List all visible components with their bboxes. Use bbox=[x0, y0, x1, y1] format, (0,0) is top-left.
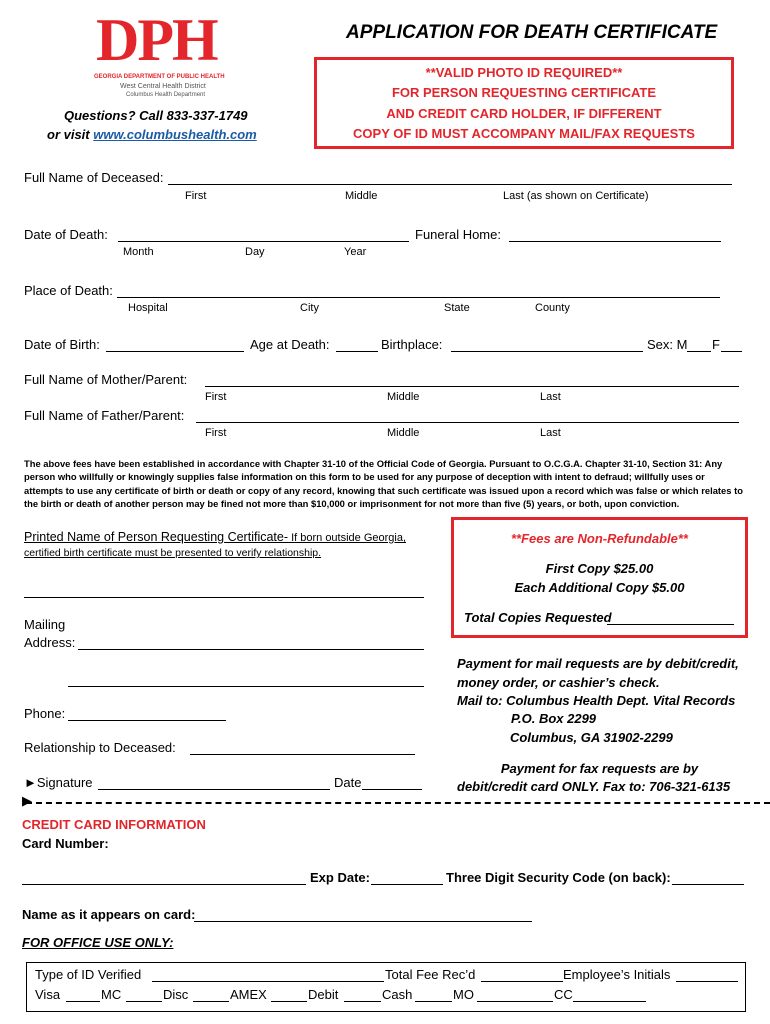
mo-field[interactable] bbox=[477, 1001, 553, 1002]
address-label: Address: bbox=[24, 635, 76, 650]
employee-initials-field[interactable] bbox=[676, 981, 738, 982]
fees-nonrefundable: **Fees are Non-Refundable** bbox=[511, 531, 688, 546]
name-on-card-field[interactable] bbox=[194, 921, 532, 922]
funeral-home-label: Funeral Home: bbox=[415, 227, 501, 242]
birthplace-field[interactable] bbox=[451, 351, 643, 352]
printed-name-label bbox=[24, 530, 406, 544]
sex-m-label: Sex: M bbox=[647, 337, 688, 352]
cut-line-arrow-icon: ▶ bbox=[22, 793, 32, 808]
mc-field[interactable] bbox=[126, 1001, 162, 1002]
id-notice-line2: FOR PERSON REQUESTING CERTIFICATE bbox=[391, 85, 657, 100]
name-on-card-label: Name as it appears on card: bbox=[22, 907, 196, 922]
questions-phone: Questions? Call 833-337-1749 bbox=[64, 108, 248, 123]
date-of-birth-label: Date of Birth: bbox=[24, 337, 100, 352]
sex-f-label: F bbox=[712, 337, 720, 352]
phone-label: Phone: bbox=[24, 706, 66, 721]
dph-logo: DPH bbox=[96, 7, 217, 73]
mother-last-label: Last bbox=[540, 391, 561, 403]
cash-label: Cash bbox=[382, 987, 413, 1002]
type-id-field[interactable] bbox=[152, 981, 384, 982]
date-label: Date bbox=[334, 775, 362, 790]
logo-department-name: GEORGIA DEPARTMENT OF PUBLIC HEALTH bbox=[94, 74, 225, 80]
credit-card-heading: CREDIT CARD INFORMATION bbox=[22, 817, 206, 832]
city-label: City bbox=[300, 302, 319, 314]
sex-f-field[interactable] bbox=[721, 351, 742, 352]
deceased-name-label: Full Name of Deceased: bbox=[24, 170, 164, 185]
date-field[interactable] bbox=[362, 789, 422, 790]
employee-initials-label: Employee’s Initials bbox=[563, 967, 671, 982]
cc-label: CC bbox=[554, 987, 573, 1002]
type-id-label: Type of ID Verified bbox=[35, 967, 142, 982]
first-copy-fee: First Copy $25.00 bbox=[545, 561, 654, 576]
signature-label: ►Signature bbox=[24, 775, 93, 790]
id-notice-line3: AND CREDIT CARD HOLDER, IF DIFFERENT bbox=[386, 106, 662, 121]
month-label: Month bbox=[123, 246, 154, 258]
father-middle-label: Middle bbox=[387, 427, 420, 439]
po-box: P.O. Box 2299 bbox=[511, 711, 597, 726]
id-notice-line1: **VALID PHOTO ID REQUIRED** bbox=[425, 65, 623, 80]
exp-date-field[interactable] bbox=[371, 884, 443, 885]
visa-field[interactable] bbox=[66, 1001, 100, 1002]
father-first-label: First bbox=[205, 427, 227, 439]
deceased-name-field[interactable] bbox=[168, 184, 732, 185]
fax-payment-line2: debit/credit card ONLY. Fax to: 706-321-6135 bbox=[457, 779, 731, 794]
website-link[interactable]: www.columbushealth.com bbox=[93, 127, 257, 142]
address-field-2[interactable] bbox=[68, 686, 424, 687]
mail-to-address: Mail to: Columbus Health Dept. Vital Records bbox=[457, 693, 736, 708]
amex-label: AMEX bbox=[230, 987, 267, 1002]
visa-label: Visa bbox=[35, 987, 61, 1002]
logo-district-name: West Central Health District bbox=[120, 83, 206, 90]
disc-field[interactable] bbox=[193, 1001, 229, 1002]
age-at-death-label: Age at Death: bbox=[250, 337, 330, 352]
first-label: First bbox=[185, 190, 207, 202]
city-zip: Columbus, GA 31902-2299 bbox=[510, 730, 673, 745]
mother-middle-label: Middle bbox=[387, 391, 420, 403]
cash-field[interactable] bbox=[415, 1001, 452, 1002]
cc-field[interactable] bbox=[573, 1001, 646, 1002]
mail-payment-line2: money order, or cashier’s check. bbox=[457, 675, 660, 690]
mother-name-label: Full Name of Mother/Parent: bbox=[24, 372, 188, 387]
last-certificate-label: Last (as shown on Certificate) bbox=[503, 190, 649, 202]
visit-prefix: or visit bbox=[47, 127, 94, 142]
day-label: Day bbox=[245, 246, 265, 258]
funeral-home-field[interactable] bbox=[509, 241, 721, 242]
hospital-label: Hospital bbox=[128, 302, 168, 314]
debit-label: Debit bbox=[308, 987, 339, 1002]
mother-name-field[interactable] bbox=[205, 386, 739, 387]
county-label: County bbox=[535, 302, 570, 314]
exp-date-label: Exp Date: bbox=[310, 870, 370, 885]
card-number-label: Card Number: bbox=[22, 836, 109, 851]
address-field-1[interactable] bbox=[78, 649, 424, 650]
father-name-label: Full Name of Father/Parent: bbox=[24, 408, 185, 423]
relationship-field[interactable] bbox=[190, 754, 415, 755]
birth-certificate-note: certified birth certificate must be presented to verify relationship. bbox=[24, 547, 322, 559]
printed-name-text: Printed Name of Person Requesting Certificate- bbox=[24, 530, 289, 544]
total-copies-field[interactable] bbox=[607, 624, 734, 625]
security-code-label: Three Digit Security Code (on back): bbox=[446, 870, 671, 885]
date-of-death-label: Date of Death: bbox=[24, 227, 108, 242]
father-last-label: Last bbox=[540, 427, 561, 439]
date-of-death-field[interactable] bbox=[118, 241, 409, 242]
card-number-field[interactable] bbox=[22, 884, 306, 885]
father-name-field[interactable] bbox=[196, 422, 739, 423]
relationship-label: Relationship to Deceased: bbox=[24, 740, 176, 755]
printed-name-field[interactable] bbox=[24, 597, 424, 598]
disc-label: Disc bbox=[163, 987, 189, 1002]
mailing-label: Mailing bbox=[24, 617, 66, 632]
state-label: State bbox=[444, 302, 470, 314]
birthplace-label: Birthplace: bbox=[381, 337, 443, 352]
legal-notice: The above fees have been established in accordance with Chapter 31-10 of the Official Code of Georgia. Pursuant to O.C.G.A. Chapter 31-10, Section 31: Any person who willfully or knowingly supplies false information on this form to be used for any purpose of deception with intent to defraud; willfully uses or attempts to use any certificate of birth or death or copy of any record, knowing that such certificate was issued upon a record which was false or which relates to the birth or death of another person may be fined not more than $10,000 or imprisonment for not more than five (5) years, or both, upon conviction. bbox=[24, 458, 743, 510]
security-code-field[interactable] bbox=[672, 884, 744, 885]
logo-health-dept-name: Columbus Health Department bbox=[126, 92, 206, 98]
page-title: APPLICATION FOR DEATH CERTIFICATE bbox=[346, 22, 718, 43]
place-of-death-label: Place of Death: bbox=[24, 283, 113, 298]
mail-payment-line1: Payment for mail requests are by debit/credit, bbox=[457, 656, 739, 671]
visit-website-line bbox=[47, 127, 257, 142]
born-outside-text: If born outside Georgia, bbox=[288, 532, 407, 544]
mo-label: MO bbox=[453, 987, 474, 1002]
amex-field[interactable] bbox=[271, 1001, 307, 1002]
phone-field[interactable] bbox=[68, 720, 226, 721]
office-use-heading: FOR OFFICE USE ONLY: bbox=[22, 935, 174, 950]
cut-line bbox=[26, 802, 770, 804]
age-at-death-field[interactable] bbox=[336, 351, 378, 352]
fax-payment-line1: Payment for fax requests are by bbox=[500, 761, 699, 776]
middle-label: Middle bbox=[345, 190, 378, 202]
place-of-death-field[interactable] bbox=[117, 297, 720, 298]
total-fee-label: Total Fee Rec’d bbox=[385, 967, 476, 982]
sex-m-field[interactable] bbox=[687, 351, 711, 352]
mother-first-label: First bbox=[205, 391, 227, 403]
date-of-birth-field[interactable] bbox=[106, 351, 244, 352]
debit-field[interactable] bbox=[344, 1001, 381, 1002]
mc-label: MC bbox=[101, 987, 122, 1002]
additional-copy-fee: Each Additional Copy $5.00 bbox=[514, 580, 685, 595]
id-notice-line4: COPY OF ID MUST ACCOMPANY MAIL/FAX REQUESTS bbox=[353, 126, 695, 141]
total-copies-label: Total Copies Requested bbox=[464, 610, 612, 625]
year-label: Year bbox=[344, 246, 367, 258]
total-fee-field[interactable] bbox=[481, 981, 563, 982]
signature-field[interactable] bbox=[98, 789, 330, 790]
